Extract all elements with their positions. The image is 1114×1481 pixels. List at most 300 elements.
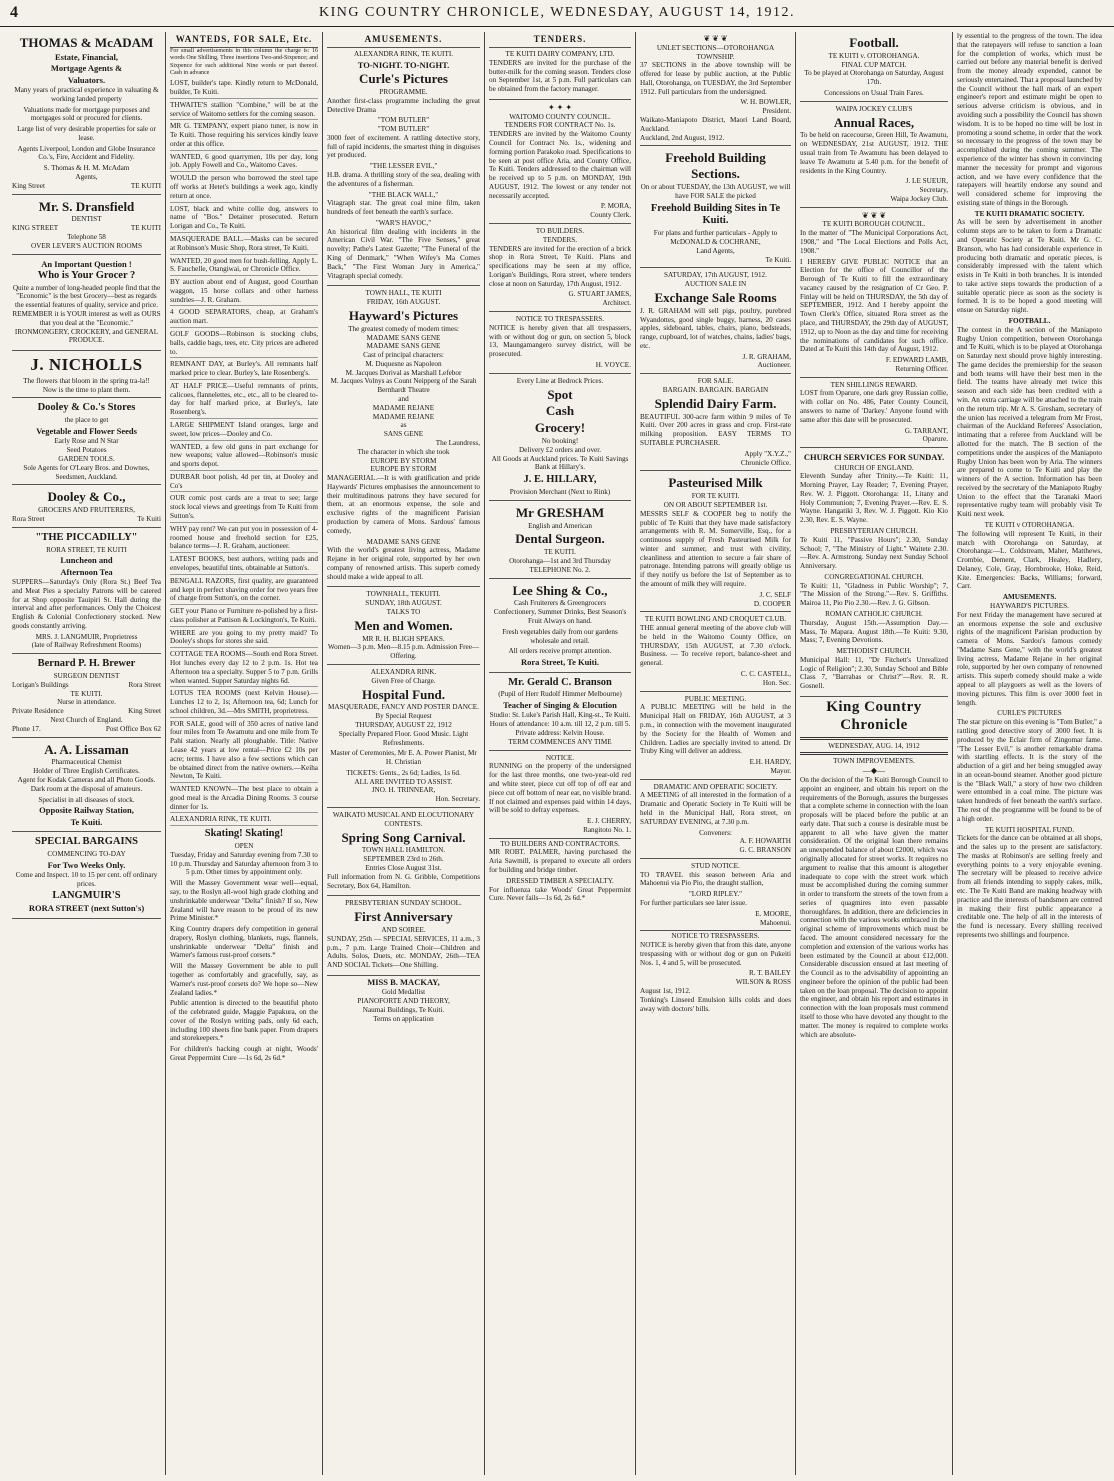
ad-signature: WILSON & ROSS xyxy=(735,978,791,987)
ad-text: Eleventh Sunday after Trinity.—Te Kuiti: 11, Morning Prayer, Lay Reader; 7, Evening Prayer, Rev. W. J. Piggott. Otorohanga: 11, Litany and Holy Communion; 7, Evening Prayer.—Rev. E. S. Wayne. Hangatiki 3, Rev. W. J. Piggott. Kio Kio 2.30, Rev. E. S. Wayne. xyxy=(800,472,948,525)
ad-line: ALEXANDRA RINK. xyxy=(370,668,437,676)
ad-line: SATURDAY, 17th AUGUST, 1912. xyxy=(664,271,767,280)
ad-line: TO BUILDERS AND CONTRACTORS. xyxy=(500,839,620,848)
ad-text: BEAUTIFUL 300-acre farm within 9 miles of Te Kuiti. Over 200 acres in grass and crop. First-rate milking proposition. EASY TERMS TO SUITABLE PURCHASER. xyxy=(640,412,791,447)
article-heading: TE KUITI DRAMATIC SOCIETY. xyxy=(974,209,1085,218)
ad-text: A PUBLIC MEETING will be held in the Municipal Hall on FRIDAY, 16th AUGUST, at 3 p.m., in connection with the movement inaugurated by the Society for the Health of Women and Children. Ladies are specially invited to attend. Dr Truby King will deliver an address. xyxy=(640,703,791,756)
ad-line: ALL ARE INVITED TO ASSIST. xyxy=(354,777,453,786)
ad-line: "THE LESSER EVIL," xyxy=(369,162,438,171)
ad-signature: J. C. SELF xyxy=(759,590,791,599)
classified-ad: WANTED KNOWN—The best place to obtain a good meal is the Arcadia Dining Rooms. 3 course dinner for 1s. xyxy=(170,785,318,813)
ad-line: Waipa Jockey Club. xyxy=(890,194,948,203)
ad-text: Valuations made for mortgage purposes and mortgages sold or procured for clients. xyxy=(23,105,150,123)
ad-line: "TOM BUTLER" xyxy=(377,125,430,134)
ad-signature: H. VOYCE. xyxy=(595,360,631,369)
classified-ad: LARGE SHIPMENT Island oranges, large and sweet, low prices—Dooley and Co. xyxy=(170,421,318,441)
ad-text: LOST from Oparure, one dark grey Russian collie, with collar on No. 486, Pater County Council, answers to name of 'Darkey.' Anyone found with same after this date will be prosecuted. xyxy=(800,389,948,424)
ad-text: Agent for Kodak Cameras and all Photo Goods. Dark room at the disposal of amateurs. xyxy=(17,775,156,793)
ad-line: Nurse in attendance. xyxy=(57,698,116,707)
classified-ad: 4 GOOD SEPARATORS, cheap, at Graham's auction mart. xyxy=(170,308,318,328)
article-heading: TOWN IMPROVEMENTS. xyxy=(833,757,915,766)
ad-text: TO TRAVEL this season between Aria and Mahoenui via Pio Pio, the draught stallion, xyxy=(640,870,791,888)
dooley-grocers-ad xyxy=(12,486,161,527)
ad-line: PUBLIC MEETING. xyxy=(684,694,747,703)
ad-signature: A. F. HOWARTH xyxy=(739,837,791,846)
ad-title: Dooley & Co.'s Stores xyxy=(37,402,136,414)
ad-signature: J. LE SUEUR, xyxy=(905,177,948,186)
ad-line: LANGMUIR'S xyxy=(52,889,121,901)
ad-text: Specially Prepared Floor. Good Music. Light Refreshments. xyxy=(338,729,469,747)
ad-line: Otorohanga—1st and 3rd Thursday xyxy=(509,557,611,566)
skating-title: Skating! Skating! xyxy=(204,828,284,840)
ad-line: FRIDAY, 16th AUGUST. xyxy=(366,298,441,307)
ad-line: TENDERS FOR CONTRACT No. 1s. xyxy=(504,121,616,130)
ad-line: "LORD RIPLEY." xyxy=(688,890,743,899)
ad-signature: R. T. BAILEY xyxy=(748,969,791,978)
ad-signature: G. C. BRANSON xyxy=(739,846,791,855)
ad-line: For plans and further particulars - Apply to xyxy=(653,229,778,238)
ad-text: Another first-class programme including the great Detective Drama xyxy=(327,96,480,114)
ad-line: OVER LEVER'S AUCTION ROOMS xyxy=(31,241,142,250)
article-text: The star picture on this evening is "Tom Butler," a rattling good detective story of 3000 feet. It is produced by the Eclair firm of Zingomar fame. "The Lesser Evil," is another remarkable drama with startling effects. It is the story of the abduction of a girl and her being smuggled away in an ocean-bound steamer. Another good picture is the "Black Wall," a story of how two children were entombed in a coal mine. The picture was taken hundreds of feet beneath the earth's surface. The rest of the programme will be found to be of a high order. xyxy=(957,718,1102,823)
ad-line: Delivery £2 orders and over. xyxy=(518,445,602,454)
column-5 xyxy=(636,32,796,1475)
ad-line: the place to get xyxy=(64,416,109,425)
article-heading: CURLE'S PICTURES xyxy=(997,709,1062,718)
builders-tender xyxy=(489,225,631,312)
classified-ad: DURBAR boot polish, 4d per tin, at Dooley and Co's xyxy=(170,473,318,493)
ad-line: King Street xyxy=(12,181,45,190)
ad-text: NOTICE is hereby given that all trespassers, with or without dog or gun, on section 5, block 13, Maungamangero survey district, will be prosecuted. xyxy=(489,323,631,359)
ad-title: Spring Song Carnival. xyxy=(341,829,466,845)
ad-line: FOR TE KUITI. xyxy=(691,492,740,501)
ad-text: A MEETING of all interested in the formation of a Dramatic and Operatic Society in Te Kuiti will be held in the Municipal Hall, Rora street, on SATURDAY EVENING, at 7.30 p.m. xyxy=(640,791,791,826)
public-meeting-notice xyxy=(640,693,791,780)
ad-line: DRAMATIC AND OPERATIC SOCIETY. xyxy=(653,782,778,791)
ad-text: NOTICE is hereby given that from this date, anyone trespassing with or without dog or gun on Pukeiti Nos. 1, 4 and 5, will be prosecuted. xyxy=(640,941,791,967)
classified-ad: BENGALL RAZORS, first quality, are guaranteed and kept in perfect shaving order for two years free of charge from Sutton's, on the corner. xyxy=(170,577,318,605)
ad-line: Next Church of England. xyxy=(50,715,123,724)
ad-line: McDONALD & COCHRANE, xyxy=(670,238,761,246)
mackay-ad xyxy=(327,977,480,1023)
ad-line: Rora Street, Te Kuiti. xyxy=(521,657,599,668)
ad-line: TE KUITI. xyxy=(544,548,576,557)
ad-title: Exchange Sale Rooms xyxy=(654,289,777,305)
ad-line: NOTICE TO TRESPASSERS. xyxy=(671,932,760,941)
ad-title: Bernard P. H. Brewer xyxy=(37,658,136,670)
ad-signature: D. COOPER xyxy=(753,599,791,608)
ad-line: No booking! xyxy=(541,437,579,446)
ad-line: The greatest comedy of modern times: xyxy=(348,324,459,333)
ad-line: Phone 17. xyxy=(12,724,41,733)
ad-text: TENDERS are invited for the purchase of the butter-milk for the coming season. Tenders close on September 1st, at 5 p.m. Full particulars can be obtained from the factory manager. xyxy=(489,58,631,94)
ad-line: and xyxy=(398,395,409,404)
ad-line: Naumai Buildings, Te Kuiti. xyxy=(362,1005,445,1014)
ad-line: President. xyxy=(762,107,791,116)
ad-line: TEN SHILLINGS REWARD. xyxy=(830,380,918,389)
ad-text: MESSRS SELF & COOPER beg to notify the public of Te Kuiti that they have made satisfactory arrangements with R. M. Somerville, Esq., for a continuous supply of Fresh Pasteurised Milk for winter and summer, and trust with civility, cleanliness and attention to secure a fair share of patronage. Intending patrons will greatly oblige us if they notify us before the 1st of September as to the amount of milk they will require. xyxy=(640,509,791,589)
dairy-tender xyxy=(489,48,631,100)
trespass-notice xyxy=(489,313,631,374)
ad-text: THE annual general meeting of the above club will be held in the Waitomo County Office, on THURSDAY, 15th AUGUST, at 7.30 o'clock. Business. — To receive report, balance-sheet and general. xyxy=(640,624,791,668)
divider xyxy=(800,737,948,740)
ad-line: ROMAN CATHOLIC CHURCH. xyxy=(825,610,923,619)
column-3 xyxy=(323,32,485,1475)
ad-text: Many years of practical experience in valuating & working landed property xyxy=(14,85,159,103)
ad-line: Rora Street xyxy=(12,514,45,523)
ad-signature: G. STUART JAMES, xyxy=(568,290,631,299)
ad-line: "TOM BUTLER" xyxy=(377,116,430,125)
ad-text: 37 SECTIONS in the above township will be offered for lease by public auction, at the Public Hall, Otorohanga, on TUESDAY, the 3rd September 1912. Full particulars from the undersigned. xyxy=(640,61,791,96)
ad-text: On or about TUESDAY, the 13th AUGUST, we will have FOR SALE the picked xyxy=(640,183,791,200)
ad-text: 3000 feet of excitement. A rattling detective story, full of rapid incidents, the smartest thing in disguises yet produced. xyxy=(327,133,480,160)
ad-line: Early Rose and N Star xyxy=(54,437,119,446)
ad-line: TICKETS: Gents., 2s 6d; Ladies, 1s 6d. xyxy=(346,768,461,777)
ad-title: Dental Surgeon. xyxy=(515,531,605,547)
ad-title: Football. xyxy=(849,35,899,50)
ad-line: County Clerk. xyxy=(590,211,631,220)
ad-text: Municipal Hall: 11, "Dr Fitchett's Unrealized Logic of Religion"; 2.30, Sunday School and Bible Class 7, "Barrabas or Christ?"—Rev. R. R. Gosnell. xyxy=(800,655,948,691)
ad-signature: MRS. J. LANGMUIR, Proprietress xyxy=(35,632,138,641)
classified-ad: REMNANT DAY, at Burley's. All remnants half marked price to clear. Burley's, late Rosenberg's. xyxy=(170,360,318,380)
church-services xyxy=(800,449,948,697)
special-bargains-ad xyxy=(12,833,161,919)
article-text: Tickets for the dance can be obtained at all shops, and the sales up to the present are satisfactory. The masks at Robinson's are selling freely and everything points to a very enjoyable evening. The secretary will be pleased to receive advice from all friends intending to supply cakes, milk, etc. The Te Kuiti Band are making headway with practice and the interests of bandsmen are centred in making their first public appearance a creditable one. The help of all in the interests of the fund is necessary. Every shilling received represents two shillings and fourpence. xyxy=(957,834,1102,939)
ad-title: Cash xyxy=(545,403,575,419)
grocer-ad xyxy=(12,256,161,352)
ad-line: Mortgage Agents & xyxy=(50,63,123,74)
ad-line: JNO. H. TRINNEAR, xyxy=(371,786,436,795)
ad-line: Waikato-Maniapoto District, Maori Land Board, Auckland. xyxy=(640,116,791,133)
bowling-club-notice xyxy=(640,613,791,691)
ad-text: To be played at Otorohanga on Saturday, August 17th. xyxy=(804,69,944,87)
ad-line: TE KUITI BOROUGH COUNCIL. xyxy=(822,220,926,229)
ad-line: The Laundress, xyxy=(435,438,480,447)
article-text: On the decision of the Te Kuiti Borough Council to appoint an engineer, and obtain his report on the requirements of the Borough, assures the burgesses that a complete scheme in connection with the loan proposals will be placed before the public at an early date. That such a course is desirable must be apparent to all who have given the matter consideration. Of the original loan there remains an unexpended balance of about £2000, which was originally allocated for street works. It requires no argument to realise that this amount is altogether inadequate to cope with the street work which must be accomplished during the coming summer in order to transform the streets of the town from a series of quagmires into even passable thoroughfares. In addition, there are deficiencies in connection with the various works embraced in the original scheme of improvements which must be faced. The amount considered necessary for the completion and extension of the various works has been estimated by the Council at about £12,000. Considerable discussion ensued at last meeting of the Council as to the advisability of appointing an engineer before the opinion of the public had been taken on the loan proposal. The decision to appoint the engineer, and obtain his report and estimates in connection with the loan proposals must commend itself to those who have devoted any thought to the matter. The money is required to complete works which are absolute- xyxy=(800,775,948,1039)
ad-line: Come and Inspect. 10 to 15 per cent. off ordinary prices. xyxy=(15,870,158,888)
hayward-ad xyxy=(327,287,480,587)
ad-text: To be held on racecourse, Green Hill, Te Awamutu, on WEDNESDAY, 21st AUGUST, 1912. THE usual train from Te Awamutu has been delayed to leave Te Awamutu at 5.40 p.m. for the benefit of residents in the King Country. xyxy=(800,131,948,175)
ad-text: For influenza take Woods' Great Peppermint Cure. Never fails—1s 6d, 2s 6d.* xyxy=(489,885,631,903)
column-7 xyxy=(953,32,1106,1475)
crest-icon: ✦ ✦ ✦ xyxy=(547,102,573,112)
crest-icon: ❦ ❦ ❦ xyxy=(703,34,728,43)
ad-line: Gold Medallist xyxy=(381,988,426,997)
lee-shing-ad xyxy=(489,580,631,673)
pasteurised-milk-ad xyxy=(640,472,791,612)
classified-ad: BY auction about end of August, good Courthan waggon, 15 horse collars and other harness sundries—J. R. Graham. xyxy=(170,278,318,306)
ad-line: Hours of attendance: 10 a.m. till 12, 2 p.m. till 5. xyxy=(489,720,631,729)
ad-text: MANAGERIAL.—It is with gratification and pride Haywards' Pictures emphasises the announcement to their multitudinous patrons they have secured for them, at an enormous expense, the sole and exclusive rights of the magnificent Parisian production by camera of Mons. Sardous' famous comedy, xyxy=(327,474,480,535)
classified-ad: COTTAGE TEA ROOMS—South end Rora Street. Hot lunches every day 12 to 2 p.m. 1s. Hot tea Afternoon tea a specialty. Supper 5 to 7 p.m. Grills when wanted. Supper Saturday nights 6d. xyxy=(170,650,318,687)
ad-line: Apply "X.Y.Z.," xyxy=(744,449,791,458)
ad-line: (Pupil of Herr Rudolf Himmer Melbourne) xyxy=(498,690,622,699)
ad-line: All orders receive prompt attention. xyxy=(508,647,612,656)
ad-text: All Goods at Auckland prices. Te Kuiti Savings Bank at Hillary's. xyxy=(491,454,629,472)
classified-ad: LOST, black and white collie dog, answers to name of "Bos." Detainer prosecuted. Return Lorigan and Co., Te Kuiti. xyxy=(170,205,318,233)
classified-ad: WANTED, 20 good men for bush-felling. Apply L. S. Fauchelle, Otangiwai, or Chronicle Office. xyxy=(170,257,318,277)
ad-line: M. Jacques Volnys as Count Neipperg of the Sarah Bernhardt Theatre xyxy=(330,377,477,395)
ad-line: TELEPHONE No. 2. xyxy=(529,565,591,574)
ad-text: An historical film dealing with incidents in the American Civil War. "The Five Senses," great novelty; Pathe's Latest Gazette; "The Funeral of the King of Denmark," "When Wifey's Ma Comes Back," "The First Woman Jury in America," Vitagraph special comedy. xyxy=(327,227,480,280)
ad-title: First Anniversary xyxy=(354,909,453,925)
masthead-title: KING COUNTRY CHRONICLE, WEDNESDAY, AUGUST 14, 1912. xyxy=(318,5,796,20)
ad-line: Secretary, xyxy=(919,186,948,195)
ad-text: Tonking's Linseed Emulsion kills colds and does away with doctors' bills. xyxy=(640,995,791,1013)
ad-line: Architect. xyxy=(602,299,631,308)
article-heading: AMUSEMENTS. xyxy=(1002,593,1057,602)
ad-text: J. R. GRAHAM will sell pigs, poultry, purebred Wyandottes, good single buggy, harness, 20 cases apples, sideboard, tables, chairs, piano, bedsteads, range, cupboard, lot of watches, chains, ladies' bags, etc. xyxy=(640,306,791,350)
ad-line: as xyxy=(400,421,407,430)
ad-line: BARGAIN. BARGAIN. BARGAIN xyxy=(662,386,769,395)
ad-line: TO BUILDERS. xyxy=(535,227,585,235)
ad-line: Hon. Sec. xyxy=(762,678,791,687)
ad-line: Private Residence xyxy=(12,707,64,716)
classified-ad: ALEXANDRIA RINK, TE KUITI. xyxy=(170,815,318,826)
ad-line: WAITOMO COUNTY COUNCIL. xyxy=(509,112,611,121)
ad-line: Concessions on Usual Train Fares. xyxy=(824,88,924,97)
ad-text: Te Kuiti 11, "Passive Hours"; 2.30, Sunday School; 7, "The Ministry of Light." Waitete 2.30.—Rev. A. Armstrong. Sunday next Sunday School Anniversary. xyxy=(800,535,948,571)
ad-line: TALKS TO xyxy=(386,608,421,617)
ad-line: (late of Railway Refreshment Rooms) xyxy=(31,641,142,650)
ad-text: For further particulars see later issue. xyxy=(640,899,747,908)
classified-ad: WANTED, 6 good quarrymen, 10s per day, long job. Apply Fowell and Co., Waitomo Caves. xyxy=(170,153,318,173)
ad-text: SUNDAY, 25th — SPECIAL SERVICES, 11 a.m., 3 p.m., 7 p.m. Large Trained Choir—Children and Adults. Solos, Duets, etc. MONDAY, 26th—TEA AND SOCIAL Tickets—One Shilling. xyxy=(327,934,480,970)
ad-line: OPEN xyxy=(234,842,254,851)
ad-text: Tuesday, Friday and Saturday evening from 7.30 to 10 p.m. Thursday and Saturday afternoon from 3 to 5 p.m. Other times by appointment only. xyxy=(170,850,318,877)
dooley-stores-ad xyxy=(12,399,161,485)
ad-title: J. NICHOLLS xyxy=(30,355,143,375)
ad-line: Te Kuiti xyxy=(137,514,161,523)
ad-line: NOTICE. xyxy=(545,753,575,762)
ad-line: Luncheon and xyxy=(60,555,113,566)
ad-line: August 1st, 1912. xyxy=(640,987,691,996)
ad-signature: G. TARRANT, xyxy=(904,426,948,435)
ad-line: TE KUITI DAIRY COMPANY, LTD. xyxy=(505,49,615,58)
talks-ad xyxy=(327,588,480,665)
ad-line: Estate, Financial, xyxy=(54,51,119,62)
ad-title: Pasteurised Milk xyxy=(668,475,763,491)
unlet-sections-notice xyxy=(640,32,791,146)
ad-text: Public attention is directed to the beautiful photo of the celebrated guide, Maggie Papakura, on the cover of the Roslyn writing pads, only 6d each, including 100 sheets fine bank paper. From drapers and storekeepers.* xyxy=(170,999,318,1043)
ad-title: Grocery! xyxy=(534,420,586,436)
ad-line: TOWN HALL HAMILTON. xyxy=(361,846,446,855)
ad-line: Now is the time to plant them. xyxy=(42,385,131,394)
article-text: The contest in the A section of the Maniapoto Rugby Union competition, between Otorohanga and Te Kuiti, which is to be played at Otorohanga on Saturday next should prove highly interesting. The game decides the premiership for the season and both teams will have their best men in the field. The teams have already met twice this season and each side has been credited with a win. An extra carriage will be attached to the train on the return trip. Mr A. S. Gresham, secretary of the union has received a telegram from Mr Frost, chairman of the Auckland Referees' Association, intimating that a referee from Auckland will be allotted for the match. The B section of the competitions under the auspices of the Maniapoto Rugby Union has been won by Aria. The winners are prepared to come to Te Kuiti and play the winners of the A section. Information has been received by the secretary of the Maniapoto Rugby Union to the effect that the Taranaki Maori representative rugby team will probably visit Te Kuiti next week. xyxy=(957,325,1102,519)
ad-line: Afternoon Tea xyxy=(60,566,113,577)
ad-line: The character in which she took xyxy=(357,447,450,456)
ad-line: Telephone 58 xyxy=(67,232,106,241)
ad-text: King Country drapers defy competition in general drapery, Roslyn clothing, blankets, rugs, flannels, unshrinkable underwear "Delta" finish and Warner's famous rust-proof corsets.* xyxy=(170,925,318,960)
ad-line: Auctioneer. xyxy=(757,361,791,370)
ad-line: Terms on application xyxy=(373,1014,434,1023)
ad-line: GARDEN TOOLS. xyxy=(58,454,115,463)
ad-line: WAIPA JOCKEY CLUB'S xyxy=(835,104,913,113)
ad-text: Large list of very desirable properties for sale or lease. xyxy=(17,125,156,142)
nicholls-ad xyxy=(12,352,161,398)
article-heading: TE KUITI HOSPITAL FUND. xyxy=(985,825,1074,834)
article-text: The following will represent Te Kuiti, in their match with Otorohanga on Saturday, at Otorohanga:—L. Coldstream, Maher, Matthews, Crombie, Dement, Clark, Healey, Hadlery, Delaney, Cole, Gray, Hornbrooke, Hoke, Reid, Kite. Emergencies: Backs, Williams; forward, Carr. xyxy=(957,529,1102,591)
ad-line: Lorigan's Buildings xyxy=(12,680,69,689)
section-heading: TENDERS. xyxy=(489,32,631,48)
ad-line: DENTIST xyxy=(71,215,102,224)
ad-title: MISS B. MACKAY, xyxy=(367,976,440,987)
page-number: 4 xyxy=(10,4,18,21)
dairy-farm-ad xyxy=(640,375,791,471)
ad-line: For Two Weeks Only. xyxy=(47,859,126,870)
ad-line: PIANOFORTE AND THEORY, xyxy=(357,997,450,1006)
classified-ad: WANTED, a few old guns in part exchange for new weapons; value allowed—Robinson's music and sports depot. xyxy=(170,443,318,471)
ad-line: CHURCH OF ENGLAND. xyxy=(834,463,914,472)
ad-text: Will the Massey Government wear well—equal, say, to the Roslyn all-wool high grade clothing and unshrinkable underwear "Delta" finish? If so, New Zealand will have reason to be proud of its new Prime Minister.* xyxy=(170,879,318,923)
ad-line: KING STREET xyxy=(12,224,59,233)
ad-line: Chronicle Office. xyxy=(740,458,791,467)
ad-text: Vitagraph star. The great coal mine film, taken hundreds of feet beneath the earth's surface. xyxy=(327,199,480,217)
classified-ad: LATEST BOOKS, best authors, writing pads and envelopes, beautiful tints, obtainable at Sutton's. xyxy=(170,555,318,575)
county-tender xyxy=(489,101,631,224)
classified-ad: WOULD the person who borrowed the steel tape off works at Hetet's buildings a week ago, kindly return at once. xyxy=(170,174,318,202)
ad-signature: J. R. GRAHAM, xyxy=(742,352,791,361)
ad-line: Te Kuiti. xyxy=(765,255,791,264)
column-2 xyxy=(166,32,323,1475)
lissaman-ad xyxy=(12,739,161,832)
ad-line: ON OR ABOUT SEPTEMBER 1st. xyxy=(663,500,768,509)
ad-line: The flowers that bloom in the spring tra-la!! xyxy=(23,376,150,385)
ad-text: I HEREBY GIVE PUBLIC NOTICE that an Election for the office of Councillor of the Borough of Te Kuiti to fill the extraordinary vacancy caused by the resignation of Cr Geo. P. Finlay will be held on THURSDAY, the 5th day of SEPTEMBER, 1912. And I hereby appoint the Town Clerk's Office, situated Rora street as the place, and THURSDAY, the 29th day of AUGUST, 1912, up to Noon as the day and time for receiving the nominations of candidates for such office. Dated at Te Kuiti this 14th day of August, 1912. xyxy=(800,257,948,354)
ad-line: Pharmaceutical Chemist xyxy=(51,758,122,767)
ad-signature: W. H. BOWLER, xyxy=(740,98,791,107)
ad-signature: E. J. CHERRY, xyxy=(586,817,631,826)
ad-line: MADAME SANS GENE xyxy=(366,333,441,342)
ad-line: SANS GENE xyxy=(383,430,424,439)
column-6 xyxy=(796,32,953,1475)
ad-text: With the world's greatest living actress, Madame Rejane in her original role, supported by her own company of renowned artists. This superb comedy should make a wide appeal to all. xyxy=(327,546,480,581)
ad-line: "THE BLACK WALL," xyxy=(368,190,439,199)
ad-line: TE KUITI v. OTOROHANGA. xyxy=(828,51,920,60)
ad-title: Men and Women. xyxy=(354,617,453,633)
section-heading: WANTEDS, FOR SALE, Etc. xyxy=(170,32,318,48)
ad-line: TE KUITI xyxy=(130,181,161,190)
ad-title: Who is Your Grocer ? xyxy=(37,269,136,281)
ad-line: Rora Street xyxy=(128,680,161,689)
ad-line: Private address: Kelvin House. xyxy=(515,729,605,738)
ad-title: Curle's Pictures xyxy=(359,71,448,87)
article-heading: TE KUITI v OTOROHANGA. xyxy=(984,520,1075,529)
ad-title: Mr. S. Dransfield xyxy=(38,198,135,214)
ad-line: RORA STREET, TE KUITI xyxy=(46,545,127,554)
ad-line: PRESBYTERIAN SUNDAY SCHOOL. xyxy=(345,899,462,908)
section-heading: CHURCH SERVICES FOR SUNDAY. xyxy=(803,452,945,463)
hillary-ad xyxy=(489,375,631,501)
ad-line: M. Jacques Dorival as Marshall Lefebor xyxy=(345,368,462,377)
borough-election-notice xyxy=(800,209,948,378)
ad-line: CONGREGATIONAL CHURCH. xyxy=(824,572,924,581)
ad-line: Teacher of Singing & Elocution xyxy=(503,700,617,711)
ad-line: METHODIST CHURCH. xyxy=(836,647,912,656)
ad-line: Studio: St. Luke's Parish Hall, King-st., Te Kuiti. xyxy=(489,711,631,720)
ad-line: MADAME SANS GENE xyxy=(366,342,441,351)
palmer-ad xyxy=(489,840,631,903)
classified-ad: LOST, builder's tape. Kindly return to McDonald, builder, Te Kuiti. xyxy=(170,79,318,99)
ad-line: MADAME REJANE xyxy=(372,403,435,412)
ad-line: Mahoenui. xyxy=(760,918,791,927)
ad-title: Freehold Building Sections. xyxy=(665,150,766,182)
classified-ad: LOTUS TEA ROOMS (next Kelvin House).—Lunches 12 to 2, 1s; Afternoon tea, 6d; Lunch for school children, 3d.—Mrs SMITH, proprietress. xyxy=(170,689,318,717)
classified-ad: WHY pay rent? We can put you in possession of 4-roomed house and freehold section for £25, balance terms—J. R. Graham, auctioneer. xyxy=(170,525,318,553)
ad-line: English and American xyxy=(528,521,592,530)
ad-line: Every Line at Bedrock Prices. xyxy=(516,376,604,385)
article-text: ly essential to the progress of the town. The idea that the ratepayers will refuse to sanction a loan for the completion of works, which must be carried out before any material benefit is derived from the money already expended, cannot be seriously entertained. That a proposal launched by the Council without the hall mark of an expert engineer's report and estimate might be open to serious adverse criticism is obvious, and in avoiding such a possibility the Council has shown wisdom. It is to be hoped no time will be lost in promoting a sound scheme, in order that the work so necessary to the progress of the town may be accomplished during the coming summer. The experience of the winter has shown in convincing manner the necessity for prompt and vigorous action, and we have every confidence that the ratepayers will heartily endorse any sound and well considered scheme for improving the existing state of things in the Borough. xyxy=(957,32,1102,207)
ad-line: Provision Merchant (Next to Rink) xyxy=(509,488,611,496)
trespass-notice-2 xyxy=(640,932,791,1013)
ad-title: Hayward's Pictures xyxy=(348,307,459,323)
spring-carnival-ad xyxy=(327,809,480,896)
ad-line: COMMENCING TO-DAY xyxy=(47,849,126,858)
ad-text: RUNNING on the property of the undersigned for the last three months, one two-year-old red and white steer, piece cut off top of off ear and piece cut off bottom of near ear, no visible brand. If not claimed and expenses paid within 14 days, will be sold to defray expenses. xyxy=(489,762,631,815)
ad-line: GROCERS AND FRUITERERS, xyxy=(38,506,135,515)
races-ad xyxy=(800,103,948,208)
ad-line: Vegetable and Flower Seeds xyxy=(36,426,137,437)
hospital-fund-ad xyxy=(327,666,480,808)
classified-ad: GET your Piano or Furniture re-polished by a first-class polisher at Pattison & Lockington's, Te Kuiti. xyxy=(170,607,318,627)
column-1 xyxy=(8,32,166,1475)
ad-line: Returning Officer. xyxy=(895,364,948,373)
ad-line: FINAL CUP MATCH. xyxy=(841,60,907,69)
ad-line: M. Duquesne as Napoleon xyxy=(365,359,442,368)
ad-line: EUROPE BY STORM xyxy=(370,465,437,474)
thomas-mcadam-ad xyxy=(12,32,161,195)
curle-ad xyxy=(327,48,480,286)
ad-title: Dooley & Co., xyxy=(47,489,126,505)
stud-notice xyxy=(640,860,791,931)
ad-line: Post Office Box 62 xyxy=(105,724,161,733)
ad-text: Quite a number of long-headed people find that the "Economic" is the best Grocery—best as regards the essential features of quality, service and price. REMEMBER it is YOUR interest as well as OURS that you deal at the "Economic." IRONMONGERY, CROCKERY, and GENERAL PRODUCE. xyxy=(12,283,161,345)
anniversary-ad xyxy=(327,897,480,976)
ad-title: An Important Question ! xyxy=(41,258,132,269)
ad-text: TENDERS are invited by the Waitomo County Council for Contract No. 1s., widening and forming portion Parakoko road. Specifications to be seen at post office Aria, and County Office, Te Kuiti. Tenders addressed to the chairman will be received up to 5 p.m. on MONDAY, 19th AUGUST, 1912. The lowest or any tender not necessarily accepted. xyxy=(489,130,631,200)
ad-signature: E. MOORE, xyxy=(755,909,791,918)
ad-line: Hon. Secretary. xyxy=(435,795,480,804)
ad-line: TOWNHALL, TEKUITI. xyxy=(366,590,441,599)
ad-title: A. A. Lissaman xyxy=(44,741,129,757)
editorial-masthead: King Country Chronicle xyxy=(826,699,922,734)
dramatic-society-notice xyxy=(640,781,791,859)
ad-text: SUPPERS—Saturday's Only (Rora St.) Beef Tea and Meat Pies a specialty Patrons will be catered for at Shop opposite Tauipiri St. Hall during the interval and after performances. Only the Choicest English & Colonial Confectionery stocked. New goods constantly arriving. xyxy=(12,578,161,630)
ad-text: Thursday, August 15th.—Assumption Day.—Mass, Te Mapara. August 18th.—Te Kuiti: 9.30, Mass; 7, Evening Devotions. xyxy=(800,618,948,645)
editorial-date: WEDNESDAY, AUG. 14, 1912 xyxy=(828,741,920,750)
ad-text: MR ROBT. PALMER, having purchased the Aria Sawmill, is prepared to execute all orders for building and bridge timber. xyxy=(489,848,631,874)
ad-line: King Street xyxy=(128,707,161,716)
ad-title: Mr GRESHAM xyxy=(515,504,605,520)
classified-ad: OUR comic post cards are a treat to see; large stock local views and greetings from Te Kuiti from Sutton's. xyxy=(170,494,318,522)
ad-line: UNLET SECTIONS—OTOROHANGA TOWNSHIP. xyxy=(656,43,775,61)
ad-text: In the matter of "The Municipal Corporations Act, 1908," and "The Local Elections and Polls Act, 1908." xyxy=(800,229,948,255)
ad-line: WAIKATO MUSICAL AND ELOCUTIONARY CONTESTS. xyxy=(332,811,475,828)
ad-text: TENDERS are invited for the erection of a brick shop in Rora Street, Te Kuiti. Plans and specifications may be seen at my office, Lorigan's Buildings, Rora street, where tenders close at noon on Saturday, 17th August, 1912. xyxy=(489,244,631,288)
ad-text: For children's hacking cough at night, Woods' Great Peppermint Cure —1s 6d, 2s 6d.* xyxy=(170,1045,318,1063)
ad-line: Agents, xyxy=(75,172,98,181)
ad-line: MADAME SANS GENE xyxy=(366,537,441,546)
ad-line: STUD NOTICE. xyxy=(691,861,740,870)
exchange-sale-ad xyxy=(640,269,791,374)
ad-line: TENDERS. xyxy=(542,235,578,244)
ad-line: Opposite Railway Station, xyxy=(39,805,134,816)
ad-line: "WAR'S HAVOC," xyxy=(375,218,432,227)
reward-notice xyxy=(800,379,948,448)
ad-title: Freehold Building Sites in Te Kuiti. xyxy=(650,202,781,227)
ad-text: Fresh vegetables daily from our gardens wholesale and retail. xyxy=(502,627,618,645)
ad-title: J. E. HILLARY, xyxy=(523,474,597,486)
